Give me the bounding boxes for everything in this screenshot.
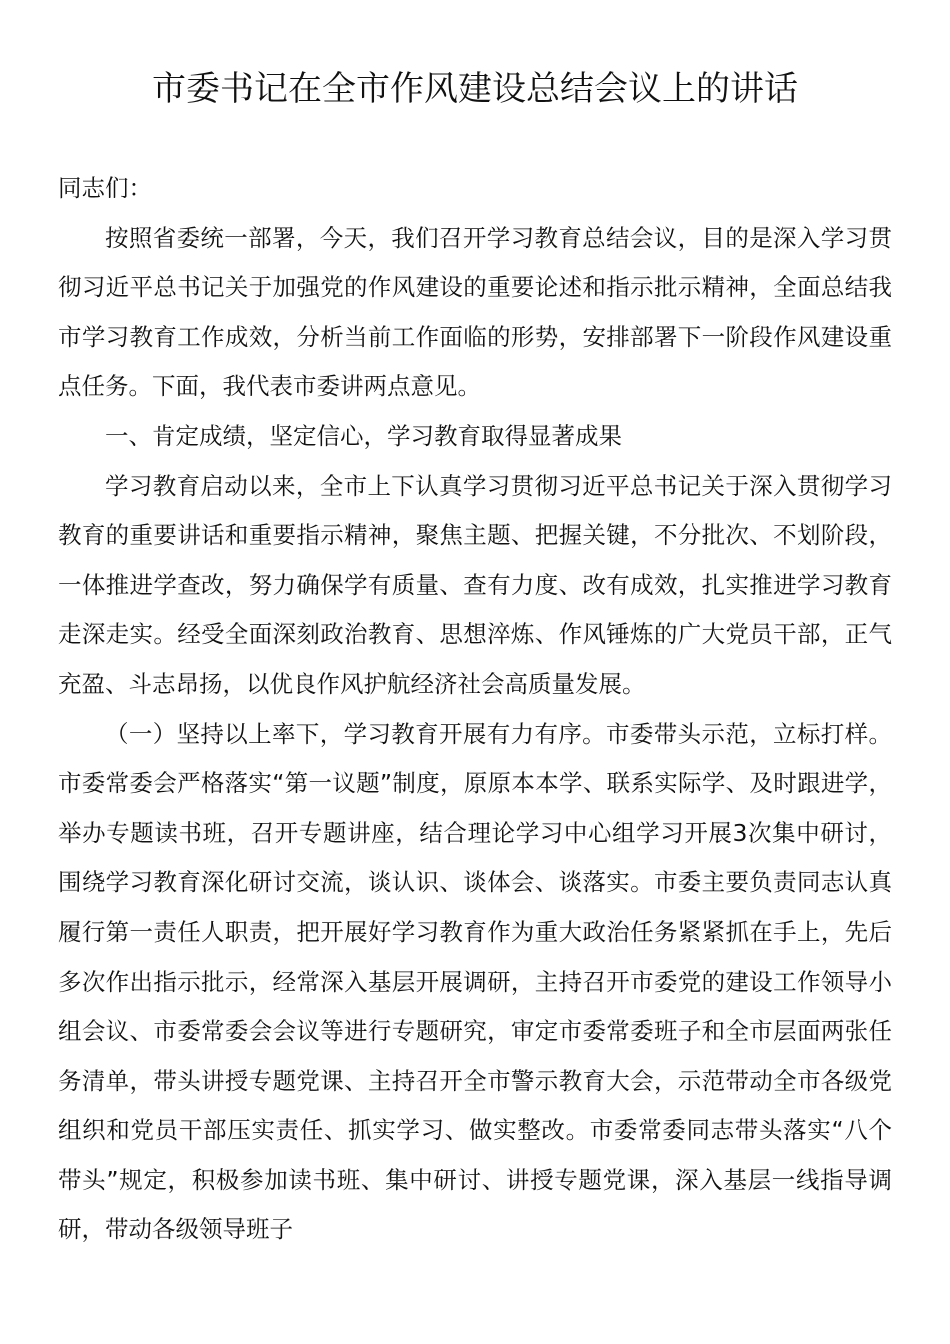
paragraph-section-1: 学习教育启动以来，全市上下认真学习贯彻习近平总书记关于深入贯彻学习教育的重要讲话和重要指示精神，聚焦主题、把握关键，不分批次、不划阶段，一体推进学查改，努力确保学有质量、查有力度、改有成效，扎实推进学习教育走深走实。经受全面深刻政治教育、思想淬炼、作风锤炼的广大党员干部，正气充盈、斗志昂扬，以优良作风护航经济社会高质量发展。 <box>58 471 892 698</box>
paragraph-subsection-1: （一）坚持以上率下，学习教育开展有力有序。市委带头示范，立标打样。市委常委会严格落实“第一议题”制度，原原本本学、联系实际学、及时跟进学，举办专题读书班，召开专题讲座，结合理论学习中心组学习开展3次集中研讨，围绕学习教育深化研讨交流，谈认识、谈体会、谈落实。市委主要负责同志认真履行第一责任人职责，把开展好学习教育作为重大政治任务紧紧抓在手上，先后多次作出指示批示，经常深入基层开展调研，主持召开市委党的建设工作领导小组会议、市委常委会会议等进行专题研究，审定市委常委班子和全市层面两张任务清单，带头讲授专题党课、主持召开全市警示教育大会，示范带动全市各级党组织和党员干部压实责任、抓实学习、做实整改。市委常委同志带头落实“八个带头”规定，积极参加读书班、集中研讨、讲授专题党课，深入基层一线指导调研，带动各级领导班子 <box>58 719 892 1244</box>
document-title: 市委书记在全市作风建设总结会议上的讲话 <box>152 69 798 109</box>
salutation: 同志们： <box>58 174 152 202</box>
paragraph-intro: 按照省委统一部署，今天，我们召开学习教育总结会议，目的是深入学习贯彻习近平总书记关于加强党的作风建设的重要论述和指示批示精神，全面总结我市学习教育工作成效，分析当前工作面临的形势，安排部署下一阶段作风建设重点任务。下面，我代表市委讲两点意见。 <box>58 223 892 401</box>
section-heading-1: 一、肯定成绩，坚定信心，学习教育取得显著成果 <box>105 421 622 450</box>
document-body <box>58 164 892 1255</box>
